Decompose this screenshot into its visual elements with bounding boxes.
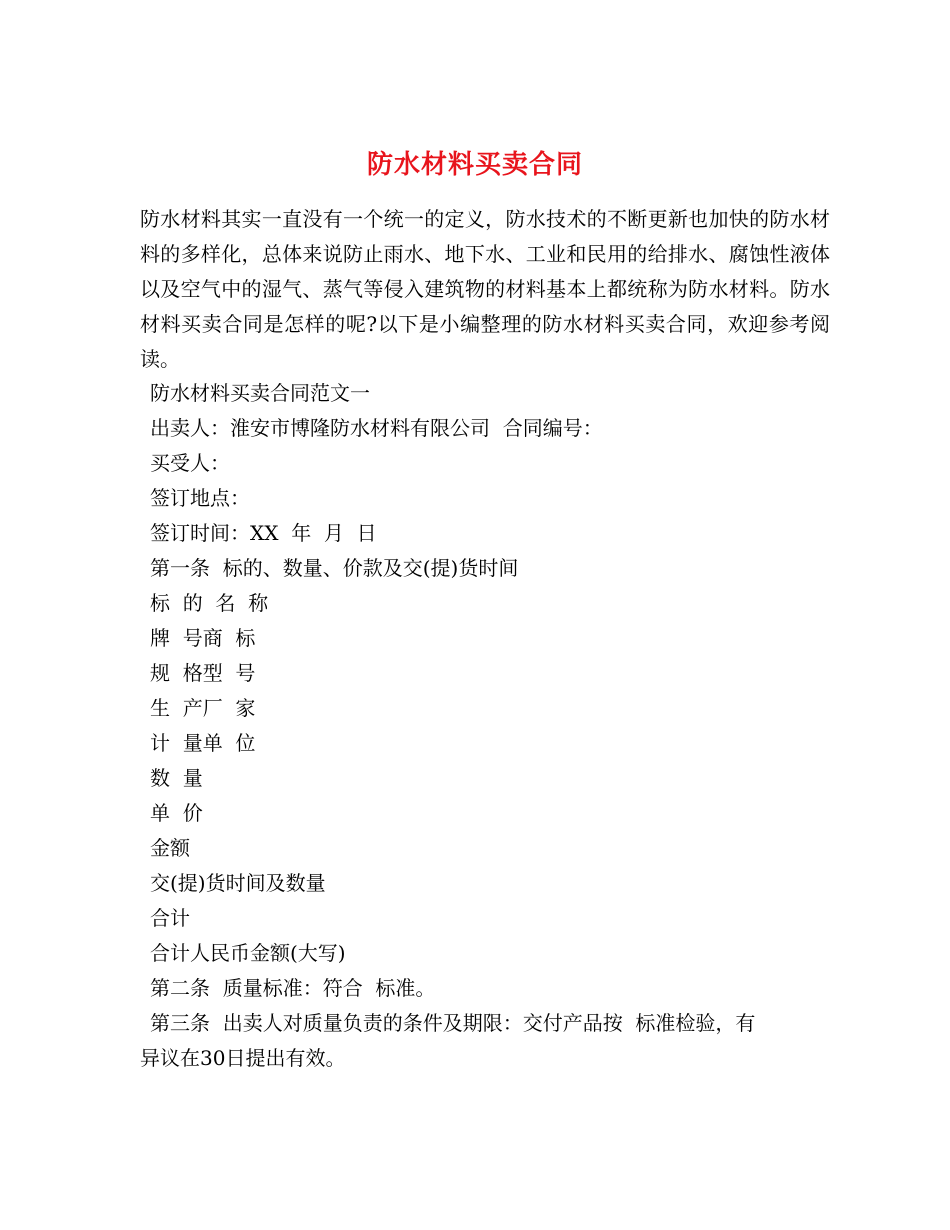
contract-line: 标 的 名 称	[150, 591, 269, 615]
contract-line: 计 量单 位	[150, 731, 256, 755]
contract-line: 数 量	[150, 766, 203, 790]
document-title: 防水材料买卖合同	[366, 150, 583, 181]
contract-line: 防水材料买卖合同范文一	[150, 381, 370, 405]
contract-line: 第一条 标的、数量、价款及交(提)货时间	[150, 556, 519, 580]
contract-line: 第三条 出卖人对质量负责的条件及期限：交付产品按 标准检验，有	[150, 1011, 756, 1035]
intro-paragraph: 防水材料其实一直没有一个统一的定义，防水技术的不断更新也加快的防水材料的多样化，总体来说防止雨水、地下水、工业和民用的给排水、腐蚀性液体以及空气中的湿气、蒸气等侵入建筑物的材料基本上都统称为防水材料。防水材料买卖合同是怎样的呢?以下是小编整理的防水材料买卖合同，欢迎参考阅读。	[140, 207, 830, 371]
contract-line: 签订地点：	[150, 486, 250, 510]
contract-line: 牌 号商 标	[150, 626, 256, 650]
contract-line: 买受人：	[150, 451, 230, 475]
contract-line: 交(提)货时间及数量	[150, 871, 326, 895]
contract-line: 签订时间：XX 年 月 日	[150, 521, 377, 545]
contract-line: 第二条 质量标准：符合 标准。	[150, 976, 436, 1000]
contract-line: 合计	[150, 906, 190, 930]
contract-line: 金额	[150, 836, 190, 860]
contract-line: 出卖人：淮安市博隆防水材料有限公司 合同编号：	[150, 416, 603, 440]
contract-line: 异议在30日提出有效。	[140, 1046, 346, 1070]
contract-line: 生 产厂 家	[150, 696, 256, 720]
contract-line: 合计人民币金额(大写)	[150, 941, 346, 965]
contract-line: 单 价	[150, 801, 203, 825]
contract-line: 规 格型 号	[150, 661, 256, 685]
contract-lines	[140, 376, 830, 1076]
